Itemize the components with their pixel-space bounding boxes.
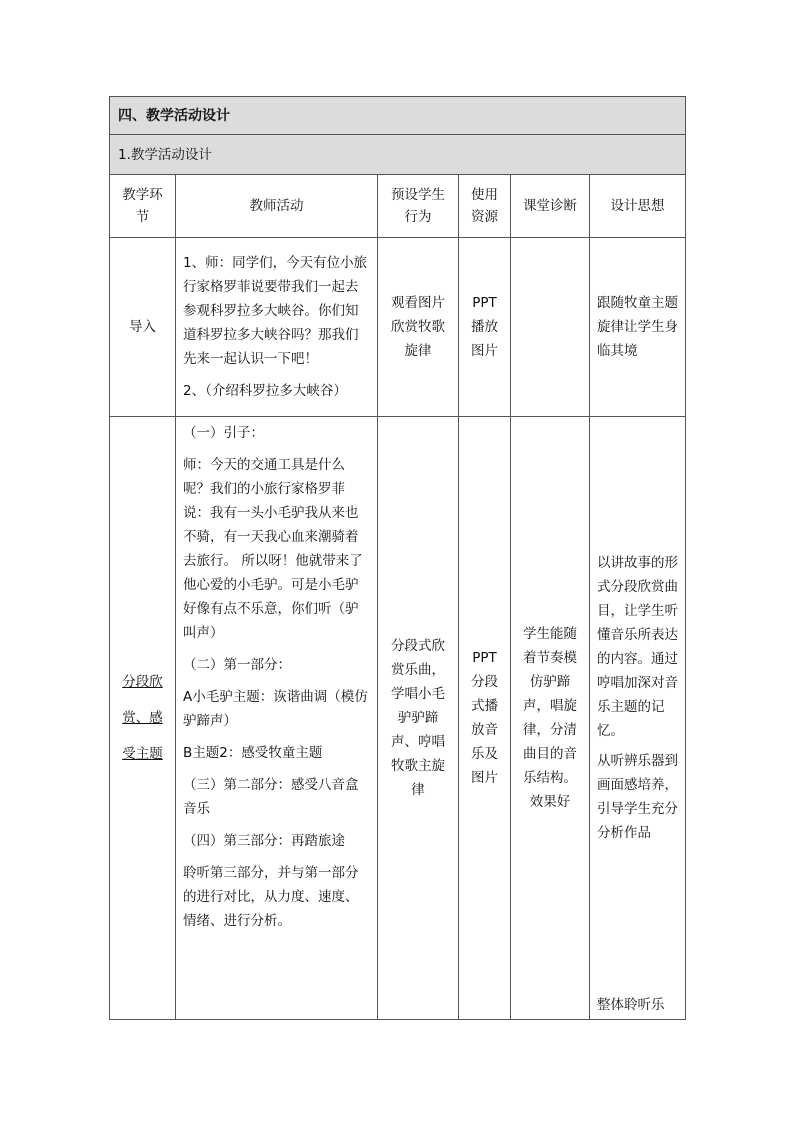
student-behavior-cell: 观看图片欣赏牧歌旋律 — [378, 238, 459, 417]
column-header-design: 设计思想 — [590, 175, 686, 238]
design-cell: 跟随牧童主题旋律让学生身临其境 — [590, 238, 686, 417]
teacher-line: 聆听第三部分，并与第一部分的进行对比，从力度、速度、情绪、进行分析。 — [183, 865, 359, 929]
diagnosis-cell: 学生能随着节奏模仿驴蹄声，唱旋律，分清曲目的音乐结构。效果好 — [511, 417, 590, 1020]
teacher-line: 2、（介绍科罗拉多大峡谷） — [183, 383, 347, 399]
teacher-activity-cell — [176, 238, 378, 417]
teacher-line: 师：今天的交通工具是什么呢？我们的小旅行家格罗菲说：我有一头小毛驴我从来也不骑，有一天我心血来潮骑着去旅行。 所以呀！他就带来了他心爱的小毛驴。可是小毛驴好像有点不乐意，你们听（驴叫声） — [183, 457, 363, 641]
resource-cell: PPT分段式播放音乐及图片 — [459, 417, 511, 1020]
design-cell — [590, 417, 686, 1020]
table-row — [110, 417, 686, 1020]
column-header-resource: 使用资源 — [459, 175, 511, 238]
diagnosis-cell — [511, 238, 590, 417]
activity-design-table — [109, 96, 686, 1020]
stage-cell — [110, 417, 176, 1020]
teacher-activity-cell — [176, 417, 378, 1020]
design-line: 以讲故事的形式分段欣赏曲目，让学生听懂音乐所表达的内容。通过哼唱加深对音乐主题的记忆。 — [597, 555, 678, 739]
stage-cell: 导入 — [110, 238, 176, 417]
subsection-title: 1.教学活动设计 — [110, 135, 686, 175]
teacher-line: （四）第三部分：再踏旅途 — [183, 833, 345, 849]
column-header-diagnosis: 课堂诊断 — [511, 175, 590, 238]
column-header-student: 预设学生行为 — [378, 175, 459, 238]
design-line: 整体聆听乐 — [597, 997, 665, 1013]
teacher-line: A小毛驴主题：诙谐曲调（模仿驴蹄声） — [183, 689, 368, 729]
section-title: 四、教学活动设计 — [110, 97, 686, 135]
design-line: 从听辨乐器到画面感培养，引导学生充分分析作品 — [597, 753, 678, 841]
column-header-teacher: 教师活动 — [176, 175, 378, 238]
teacher-line: （二）第一部分： — [183, 657, 291, 673]
resource-cell: PPT播放图片 — [459, 238, 511, 417]
table-row — [110, 238, 686, 417]
teacher-line: （三）第二部分：感受八音盒音乐 — [183, 777, 359, 817]
teacher-line: 1、师：同学们，今天有位小旅行家格罗菲说要带我们一起去参观科罗拉多大峡谷。你们知道科罗拉多大峡谷吗？那我们先来一起认识一下吧！ — [183, 255, 368, 367]
student-behavior-cell: 分段式欣赏乐曲，学唱小毛驴驴蹄声、哼唱牧歌主旋律 — [378, 417, 459, 1020]
stage-label: 分段欣赏、感受主题 — [122, 674, 163, 762]
teacher-line: B主题2：感受牧童主题 — [183, 745, 323, 761]
teacher-line: （一）引子： — [183, 425, 264, 441]
lesson-plan-table-wrapper — [109, 96, 685, 1020]
column-header-stage: 教学环节 — [110, 175, 176, 238]
